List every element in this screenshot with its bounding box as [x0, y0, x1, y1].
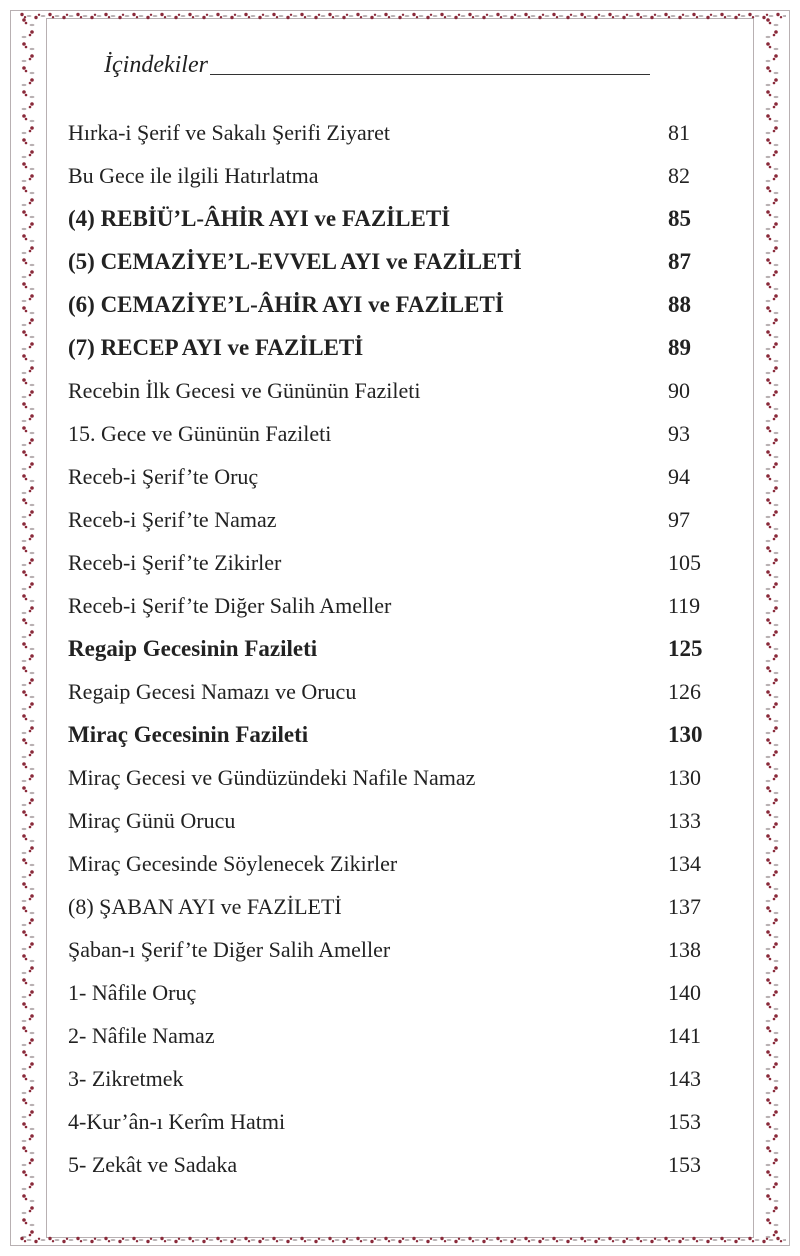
toc-entry-page: 126: [668, 679, 701, 704]
toc-entry-title: Şaban-ı Şerif’te Diğer Salih Ameller: [68, 937, 391, 962]
toc-entry: [68, 627, 728, 670]
toc-entry-title: Miraç Gecesi ve Gündüzündeki Nafile Namaz: [68, 765, 476, 790]
toc-list: [68, 111, 728, 1186]
toc-entry: [68, 928, 728, 971]
toc-entry: [68, 1143, 728, 1186]
toc-entry-page: 90: [668, 378, 690, 403]
toc-entry-page: 85: [668, 206, 691, 231]
toc-entry: [68, 197, 728, 240]
toc-entry-title: Receb-i Şerif’te Namaz: [68, 507, 277, 532]
toc-entry-title: Miraç Günü Orucu: [68, 808, 236, 833]
toc-entry-page: 89: [668, 335, 691, 360]
toc-entry: [68, 1014, 728, 1057]
toc-entry-page: 138: [668, 937, 701, 962]
floral-vine-border-icon: [14, 12, 786, 20]
toc-entry: [68, 111, 728, 154]
toc-entry-title: Bu Gece ile ilgili Hatırlatma: [68, 163, 319, 188]
toc-entry: [68, 154, 728, 197]
toc-entry-page: 143: [668, 1066, 701, 1091]
toc-entry: [68, 670, 728, 713]
toc-entry-title: Miraç Gecesinde Söylenecek Zikirler: [68, 851, 398, 876]
toc-entry-page: 140: [668, 980, 701, 1005]
toc-entry: [68, 283, 728, 326]
toc-entry: [68, 369, 728, 412]
toc-entry-page: 93: [668, 421, 690, 446]
floral-vine-border-icon: [14, 1236, 786, 1244]
toc-entry-title: Receb-i Şerif’te Zikirler: [68, 550, 282, 575]
heading-rule: [210, 74, 650, 75]
toc-entry-page: 130: [668, 765, 701, 790]
toc-heading: [104, 52, 650, 79]
toc-entry-title: Recebin İlk Gecesi ve Gününün Fazileti: [68, 378, 421, 403]
toc-entry-title: Receb-i Şerif’te Oruç: [68, 464, 259, 489]
toc-entry-title: Regaip Gecesinin Fazileti: [68, 636, 318, 661]
floral-vine-border-icon: [757, 14, 787, 1242]
toc-entry: [68, 756, 728, 799]
toc-entry: [68, 326, 728, 369]
toc-entry-title: Regaip Gecesi Namazı ve Orucu: [68, 679, 357, 704]
toc-entry-title: Hırka-i Şerif ve Sakalı Şerifi Ziyaret: [68, 120, 390, 145]
toc-entry-page: 141: [668, 1023, 701, 1048]
toc-entry-title: 1- Nâfile Oruç: [68, 980, 197, 1005]
toc-entry-title: 15. Gece ve Gününün Fazileti: [68, 421, 332, 446]
toc-entry-page: 119: [668, 593, 701, 618]
toc-entry-page: 82: [668, 163, 690, 188]
toc-entry-title: Miraç Gecesinin Fazileti: [68, 722, 309, 747]
floral-vine-border-icon: [13, 14, 43, 1242]
toc-entry: [68, 412, 728, 455]
toc-entry-title: 5- Zekât ve Sadaka: [68, 1152, 238, 1177]
toc-entry: [68, 1100, 728, 1143]
toc-entry: [68, 455, 728, 498]
toc-entry-title: 2- Nâfile Namaz: [68, 1023, 215, 1048]
toc-entry: [68, 498, 728, 541]
toc-entry: [68, 842, 728, 885]
toc-entry: [68, 971, 728, 1014]
toc-entry-title: (5) CEMAZİYE’L-EVVEL AYI ve FAZİLETİ: [68, 249, 522, 274]
toc-entry-page: 133: [668, 808, 701, 833]
toc-entry-title: (7) RECEP AYI ve FAZİLETİ: [68, 335, 364, 360]
toc-entry-title: Receb-i Şerif’te Diğer Salih Ameller: [68, 593, 392, 618]
toc-entry-page: 153: [668, 1109, 701, 1134]
toc-entry: [68, 799, 728, 842]
toc-entry: [68, 584, 728, 627]
toc-entry-page: 125: [668, 636, 703, 661]
toc-entry-title: (6) CEMAZİYE’L-ÂHİR AYI ve FAZİLETİ: [68, 292, 504, 317]
toc-entry: [68, 885, 728, 928]
toc-entry-page: 137: [668, 894, 701, 919]
toc-entry-title: (4) REBİÜ’L-ÂHİR AYI ve FAZİLETİ: [68, 206, 451, 231]
toc-entry-page: 81: [668, 120, 690, 145]
toc-entry-page: 134: [668, 851, 701, 876]
toc-entry: [68, 713, 728, 756]
toc-entry-page: 87: [668, 249, 691, 274]
page-title: İçindekiler: [104, 52, 208, 78]
toc-entry-title: 4-Kur’ân-ı Kerîm Hatmi: [68, 1109, 286, 1134]
toc-entry-title: 3- Zikretmek: [68, 1066, 184, 1091]
toc-entry-page: 153: [668, 1152, 701, 1177]
toc-entry-title: (8) ŞABAN AYI ve FAZİLETİ: [68, 894, 342, 919]
toc-entry-page: 105: [668, 550, 701, 575]
toc-entry-page: 94: [668, 464, 690, 489]
toc-entry: [68, 240, 728, 283]
toc-entry: [68, 541, 728, 584]
toc-entry-page: 97: [668, 507, 690, 532]
toc-entry-page: 88: [668, 292, 691, 317]
toc-entry-page: 130: [668, 722, 703, 747]
toc-entry: [68, 1057, 728, 1100]
